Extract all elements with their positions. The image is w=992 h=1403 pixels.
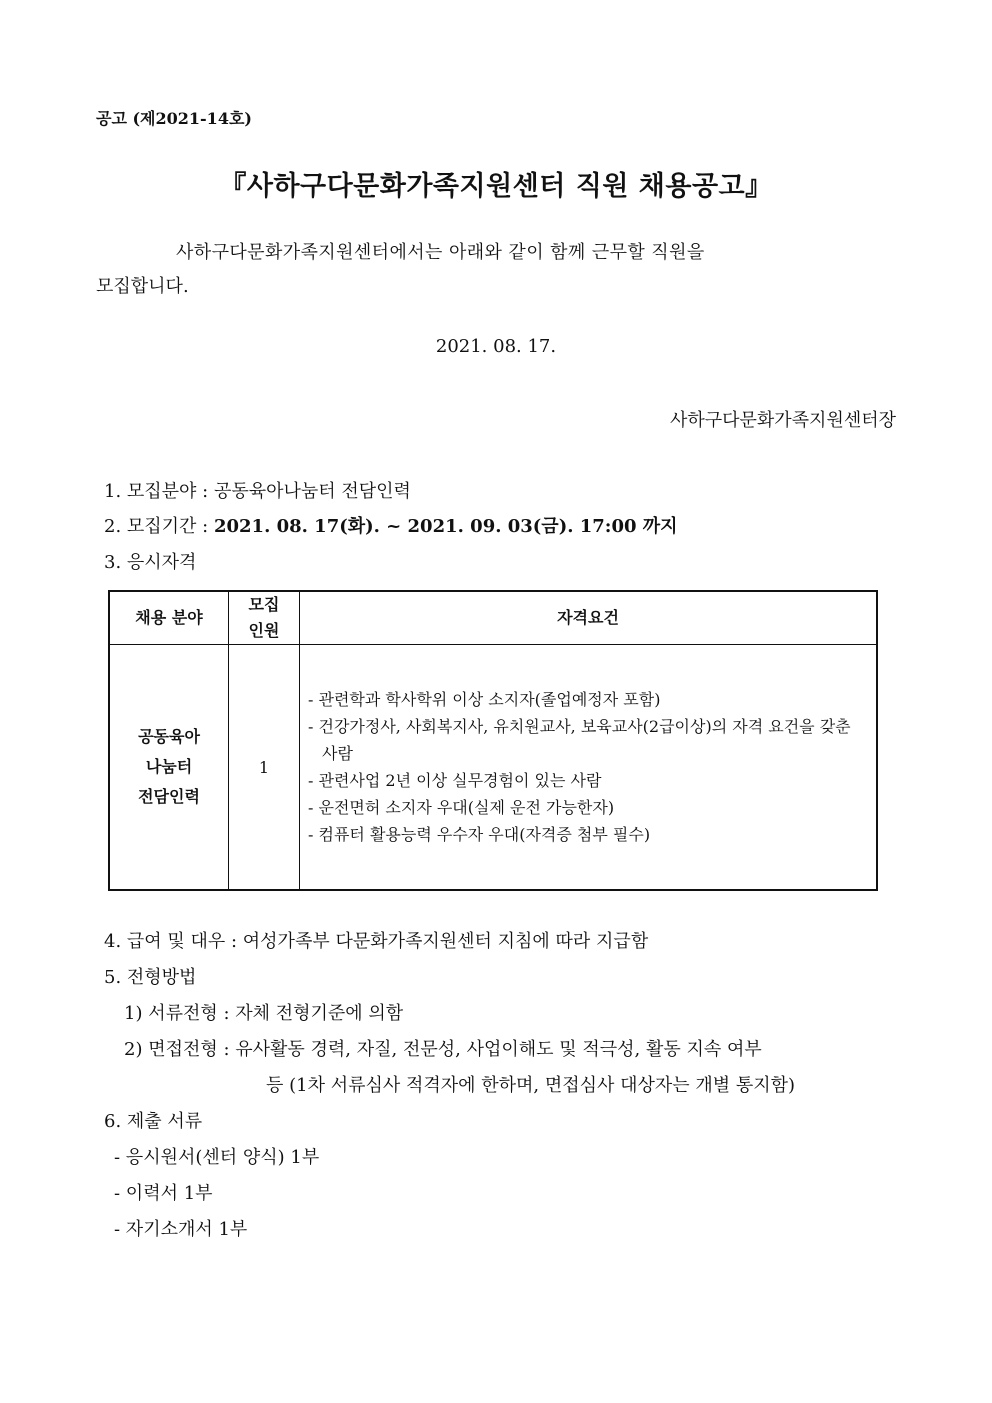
list-item: - 관련사업 2년 이상 실무경험이 있는 사람	[308, 771, 602, 790]
field-line1: 공동육아	[138, 727, 200, 746]
header-field: 채용 분야	[109, 591, 229, 645]
selection-documents: 1) 서류전형 : 자체 전형기준에 의함	[124, 1003, 404, 1024]
requirements-list	[300, 686, 876, 848]
page-title: 『사하구다문화가족지원센터 직원 채용공고』	[219, 171, 773, 202]
cell-field	[109, 645, 229, 891]
section-qualification: 3. 응시자격	[104, 552, 197, 573]
signer: 사하구다문화가족지원센터장	[669, 410, 896, 431]
header-count-line2: 인원	[248, 621, 280, 640]
table-row	[109, 645, 877, 891]
cell-requirements	[300, 645, 878, 891]
section-submission: 6. 제출 서류	[104, 1111, 203, 1132]
notice-number: 공고 (제2021-14호)	[96, 109, 252, 128]
section-recruit-period	[104, 512, 678, 538]
list-item: - 건강가정사, 사회복지사, 유치원교사, 보육교사(2급이상)의 자격 요건을 갖춘 사람	[308, 717, 851, 763]
field-line2: 나눔터	[145, 757, 193, 776]
intro-line-1: 사하구다문화가족지원센터에서는 아래와 같이 함께 근무할 직원을	[176, 242, 705, 263]
section-salary: 4. 급여 및 대우 : 여성가족부 다문화가족지원센터 지침에 따라 지급함	[104, 931, 649, 952]
section-selection: 5. 전형방법	[104, 967, 197, 988]
section-recruit-field: 1. 모집분야 : 공동육아나눔터 전담인력	[104, 481, 411, 502]
qualification-table	[108, 590, 878, 891]
header-count	[229, 591, 300, 645]
cell-count: 1	[229, 645, 300, 891]
recruit-period-label: 2. 모집기간 :	[104, 516, 214, 537]
list-item: - 자기소개서 1부	[114, 1219, 248, 1240]
intro-line-2: 모집합니다.	[96, 276, 189, 297]
table-header-row	[109, 591, 877, 645]
list-item: - 컴퓨터 활용능력 우수자 우대(자격증 첨부 필수)	[308, 825, 651, 844]
recruit-period-value: 2021. 08. 17(화). ~ 2021. 09. 03(금). 17:00 까지	[213, 516, 678, 537]
selection-interview: 2) 면접전형 : 유사활동 경력, 자질, 전문성, 사업이해도 및 적극성, 활동 지속 여부	[124, 1039, 762, 1060]
field-line3: 전담인력	[138, 787, 200, 806]
header-count-line1: 모집	[248, 595, 280, 614]
list-item: - 이력서 1부	[114, 1183, 213, 1204]
notice-date: 2021. 08. 17.	[435, 336, 557, 357]
list-item: - 관련학과 학사학위 이상 소지자(졸업예정자 포함)	[308, 690, 661, 709]
list-item: - 응시원서(센터 양식) 1부	[114, 1147, 320, 1168]
selection-interview-cont: 등 (1차 서류심사 적격자에 한하며, 면접심사 대상자는 개별 통지함)	[266, 1075, 796, 1096]
list-item: - 운전면허 소지자 우대(실제 운전 가능한자)	[308, 798, 615, 817]
header-requirements: 자격요건	[300, 591, 878, 645]
